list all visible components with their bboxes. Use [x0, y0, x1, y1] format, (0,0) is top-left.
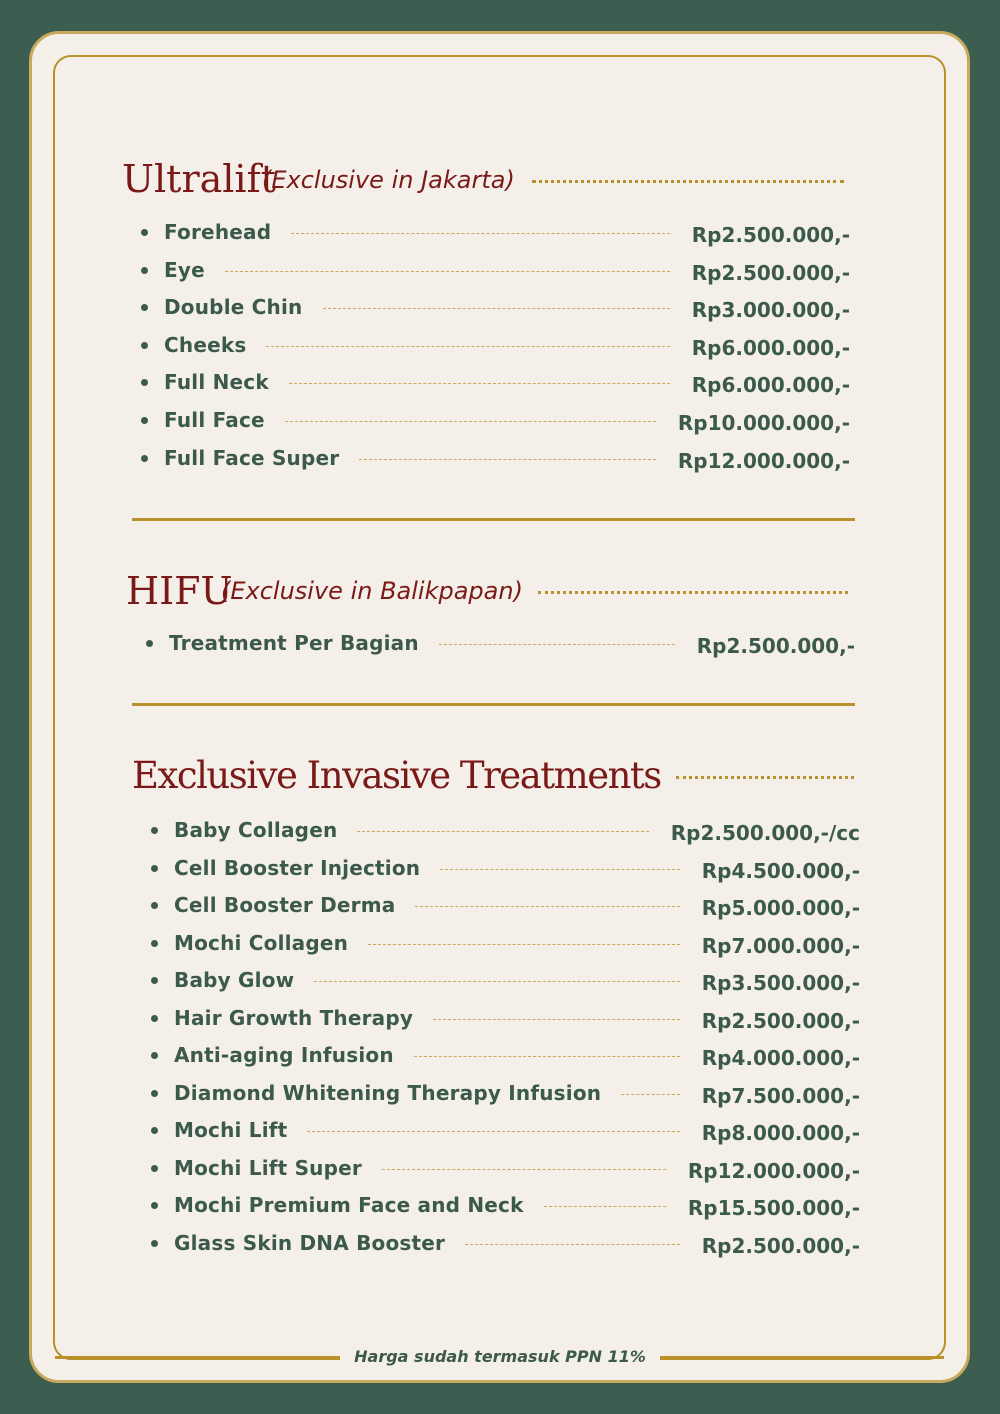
item-name: Cell Booster Injection	[174, 856, 421, 880]
leader-dots	[544, 1206, 666, 1207]
list-item	[0, 855, 1000, 885]
bullet-icon	[151, 1052, 158, 1059]
bullet-icon	[151, 1127, 158, 1134]
bullet-icon	[151, 1202, 158, 1209]
item-name: Mochi Premium Face and Neck	[174, 1193, 524, 1217]
title-dotted-rule	[532, 180, 844, 183]
item-price: Rp10.000.000,-	[677, 411, 850, 435]
bullet-icon	[141, 342, 148, 349]
bullet-icon	[151, 1240, 158, 1247]
bullet-icon	[141, 229, 148, 236]
bullet-icon	[151, 1015, 158, 1022]
leader-dots	[433, 1019, 680, 1020]
footer-line-left	[55, 1356, 340, 1359]
leader-dots	[382, 1169, 666, 1170]
item-price: Rp7.500.000,-	[701, 1084, 860, 1108]
item-price: Rp12.000.000,-	[677, 449, 850, 473]
leader-dots	[621, 1094, 680, 1095]
leader-dots	[225, 271, 670, 272]
list-item	[0, 332, 1000, 362]
footer-line-right	[656, 1356, 944, 1359]
footer-note: Harga sudah termasuk PPN 11%	[340, 1346, 660, 1368]
bullet-icon	[141, 417, 148, 424]
item-price: Rp3.000.000,-	[691, 298, 850, 322]
list-item	[0, 630, 1000, 660]
list-item	[0, 930, 1000, 960]
section-divider	[132, 518, 855, 521]
leader-dots	[465, 1244, 680, 1245]
leader-dots	[314, 981, 680, 982]
bullet-icon	[151, 977, 158, 984]
item-price: Rp3.500.000,-	[701, 971, 860, 995]
item-name: Diamond Whitening Therapy Infusion	[174, 1081, 602, 1105]
bullet-icon	[141, 304, 148, 311]
leader-dots	[285, 421, 656, 422]
list-item	[0, 1192, 1000, 1222]
bullet-icon	[151, 902, 158, 909]
leader-dots	[359, 459, 656, 460]
list-item	[0, 1117, 1000, 1147]
item-name: Hair Growth Therapy	[174, 1006, 414, 1030]
item-price: Rp15.500.000,-	[687, 1196, 860, 1220]
leader-dots	[323, 308, 670, 309]
item-name: Baby Collagen	[174, 818, 338, 842]
leader-dots	[414, 1056, 680, 1057]
item-price: Rp4.500.000,-	[701, 859, 860, 883]
leader-dots	[289, 383, 670, 384]
bullet-icon	[141, 379, 148, 386]
leader-dots	[440, 869, 680, 870]
item-price: Rp4.000.000,-	[701, 1046, 860, 1070]
item-name: Double Chin	[164, 295, 303, 319]
list-item	[0, 294, 1000, 324]
title-dotted-rule	[538, 591, 848, 594]
bullet-icon	[151, 1090, 158, 1097]
section-subtitle: (Exclusive in Jakarta)	[262, 166, 515, 194]
item-name: Mochi Lift Super	[174, 1156, 362, 1180]
list-item	[0, 1230, 1000, 1260]
list-item	[0, 817, 1000, 847]
bullet-icon	[141, 267, 148, 274]
item-price: Rp5.000.000,-	[701, 896, 860, 920]
list-item	[0, 257, 1000, 287]
leader-dots	[266, 346, 670, 347]
leader-dots	[357, 831, 649, 832]
item-name: Mochi Lift	[174, 1118, 288, 1142]
list-item	[0, 407, 1000, 437]
list-item	[0, 445, 1000, 475]
item-price: Rp8.000.000,-	[701, 1121, 860, 1145]
item-name: Cell Booster Derma	[174, 893, 396, 917]
list-item	[0, 1042, 1000, 1072]
bullet-icon	[151, 940, 158, 947]
item-name: Anti-aging Infusion	[174, 1043, 394, 1067]
list-item	[0, 1155, 1000, 1185]
bullet-icon	[151, 1165, 158, 1172]
item-price: Rp12.000.000,-	[687, 1159, 860, 1183]
item-name: Glass Skin DNA Booster	[174, 1231, 446, 1255]
item-price: Rp2.500.000,-	[691, 261, 850, 285]
item-price: Rp2.500.000,-	[701, 1234, 860, 1258]
section-divider	[132, 703, 855, 706]
item-name: Forehead	[164, 220, 272, 244]
bullet-icon	[151, 865, 158, 872]
bullet-icon	[141, 455, 148, 462]
item-name: Treatment Per Bagian	[169, 631, 419, 655]
list-item	[0, 892, 1000, 922]
leader-dots	[291, 233, 670, 234]
item-price: Rp2.500.000,-/cc	[670, 821, 860, 845]
list-item	[0, 967, 1000, 997]
list-item	[0, 369, 1000, 399]
item-price: Rp2.500.000,-	[696, 634, 855, 658]
section-title: Exclusive Invasive Treatments	[132, 754, 661, 797]
item-name: Cheeks	[164, 333, 247, 357]
bullet-icon	[151, 827, 158, 834]
list-item	[0, 219, 1000, 249]
item-name: Eye	[164, 258, 205, 282]
item-price: Rp6.000.000,-	[691, 373, 850, 397]
leader-dots	[368, 944, 680, 945]
item-price: Rp2.500.000,-	[701, 1009, 860, 1033]
title-dotted-rule	[676, 776, 854, 779]
item-name: Mochi Collagen	[174, 931, 349, 955]
bullet-icon	[146, 640, 153, 647]
list-item	[0, 1005, 1000, 1035]
item-name: Baby Glow	[174, 968, 295, 992]
item-price: Rp2.500.000,-	[691, 223, 850, 247]
section-subtitle: (Exclusive in Balikpapan)	[221, 577, 523, 605]
item-name: Full Neck	[164, 370, 269, 394]
leader-dots	[439, 644, 675, 645]
section-title: HIFU	[126, 569, 233, 613]
item-name: Full Face Super	[164, 446, 340, 470]
item-price: Rp6.000.000,-	[691, 336, 850, 360]
list-item	[0, 1080, 1000, 1110]
item-price: Rp7.000.000,-	[701, 934, 860, 958]
item-name: Full Face	[164, 408, 265, 432]
leader-dots	[307, 1131, 680, 1132]
section-title: Ultralift	[122, 157, 276, 201]
leader-dots	[415, 906, 680, 907]
